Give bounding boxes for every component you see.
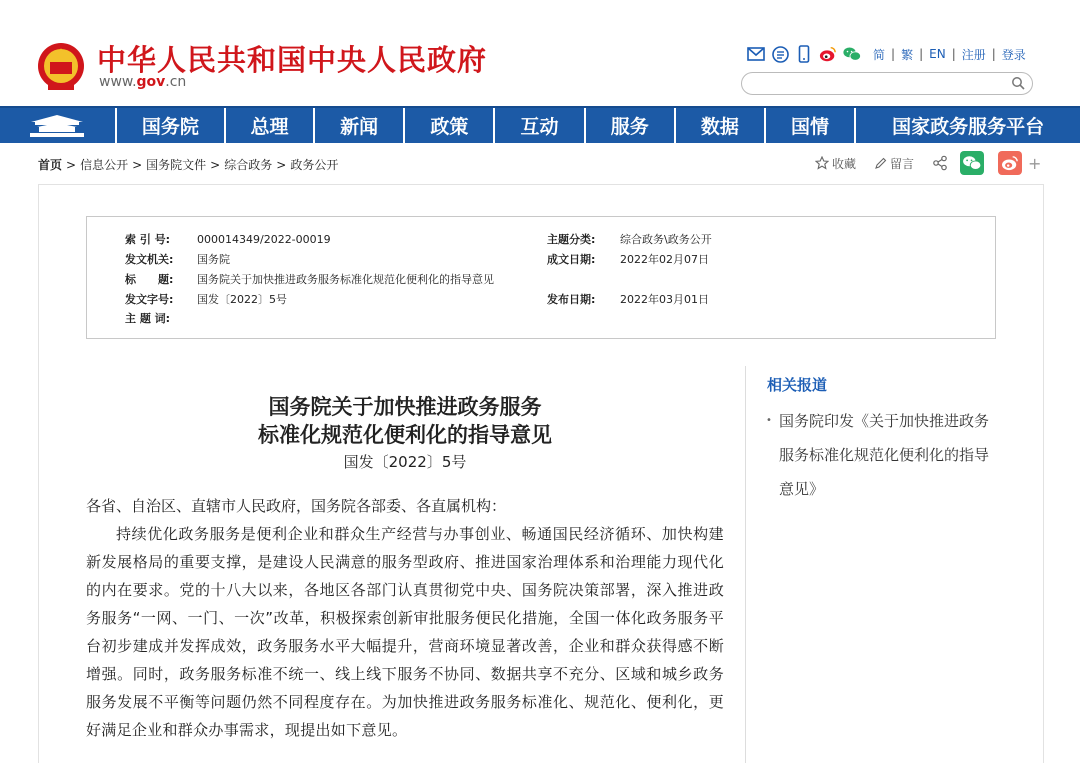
article-title	[86, 393, 724, 449]
breadcrumb-sep: >	[210, 158, 221, 172]
comment-button[interactable]	[874, 155, 914, 172]
site-title[interactable]: 中华人民共和国中央人民政府	[97, 43, 488, 77]
meta-created-row	[547, 251, 709, 267]
login-link[interactable]: 登录	[1001, 47, 1026, 62]
search-input[interactable]	[754, 74, 1004, 95]
breadcrumb-affairs-public[interactable]: 政务公开	[290, 158, 339, 172]
url-suffix: .cn	[165, 74, 187, 90]
related-item[interactable]	[766, 404, 991, 506]
document-metadata	[86, 216, 996, 339]
site-header	[0, 0, 1080, 106]
meta-index-value: 000014349/2022-00019	[197, 233, 331, 246]
meta-topic-label: 主题分类:	[547, 233, 596, 246]
lang-simplified[interactable]: 简	[873, 47, 886, 62]
meta-created-label: 成文日期:	[547, 253, 596, 266]
lang-english[interactable]: EN	[929, 47, 946, 61]
search-box	[741, 72, 1033, 95]
related-item-label: 国务院印发《关于加快推进政务服务标准化规范化便利化的指导意见》	[779, 412, 990, 498]
article-salutation: 各省、自治区、直辖市人民政府，国务院各部委、各直属机构：	[86, 497, 507, 515]
pen-icon	[874, 157, 887, 170]
article-title-line1: 国务院关于加快推进政务服务	[268, 395, 542, 419]
meta-topic-value: 综合政务\政务公开	[620, 233, 712, 246]
share-toolbar	[815, 151, 1041, 175]
meta-issuer-value: 国务院	[197, 253, 230, 266]
meta-created-value: 2022年02月07日	[620, 253, 709, 266]
main-nav	[0, 106, 1080, 143]
nav-premier[interactable]: 总理	[226, 108, 315, 143]
search-icon[interactable]	[1011, 76, 1026, 91]
related-reports	[745, 366, 1005, 763]
star-icon	[815, 156, 829, 170]
share-wechat-icon[interactable]	[960, 151, 984, 175]
breadcrumb-general-affairs[interactable]: 综合政务	[224, 158, 273, 172]
meta-published-row	[547, 291, 709, 307]
share-icon[interactable]	[932, 155, 948, 171]
meta-docno-label: 发文字号:	[125, 293, 174, 306]
meta-published-value: 2022年03月01日	[620, 293, 709, 306]
related-heading: 相关报道	[767, 376, 828, 394]
meta-issuer-row	[125, 251, 230, 267]
article-doc-number: 国发〔2022〕5号	[343, 453, 467, 471]
favorite-label: 收藏	[832, 156, 857, 171]
language-links: 简 | 繁 | EN | 注册 | 登录	[873, 47, 1026, 62]
breadcrumb-sep: >	[66, 158, 77, 172]
article-paragraph: 持续优化政务服务是便利企业和群众生产经营与办事创业、畅通国民经济循环、加快构建新发展格局的重要支撑，是建设人民满意的服务型政府、推进国家治理体系和治理能力现代化的内在要求。党的十八大以来，各地区各部门认真贯彻党中央、国务院决策部署，深入推进政务服务“一网、一门、一次”改革，积极探索创新审批服务便民化措施，全国一体化政务服务平台初步建成并发挥成效，政务服务水平大幅提升，营商环境显著改善，企业和群众获得感不断增强。同时，政务服务标准不统一、线上线下服务不协同、数据共享不充分、区域和城乡政务服务发展不平衡等问题仍然不同程度存在。为加快推进政务服务标准化、规范化、便利化，更好满足企业和群众办事需求，现提出如下意见。	[86, 525, 724, 739]
meta-docno-row	[125, 291, 287, 307]
nav-interaction[interactable]: 互动	[495, 108, 585, 143]
nav-service[interactable]: 服务	[586, 108, 676, 143]
nav-national-info[interactable]: 国情	[766, 108, 856, 143]
wechat-icon[interactable]	[843, 45, 861, 63]
url-prefix: www.	[99, 74, 137, 90]
meta-issuer-label: 发文机关:	[125, 253, 174, 266]
bullet-icon: •	[766, 415, 772, 426]
meta-index-label: 索 引 号:	[125, 233, 171, 246]
lang-traditional[interactable]: 繁	[901, 47, 914, 62]
breadcrumb-sep: >	[276, 158, 287, 172]
nav-home[interactable]	[0, 108, 117, 143]
comment-label: 留言	[890, 156, 915, 171]
more-share-icon[interactable]: +	[1028, 153, 1042, 173]
header-tools	[747, 44, 1026, 64]
meta-title-value: 国务院关于加快推进政务服务标准化规范化便利化的指导意见	[197, 273, 494, 286]
nav-data[interactable]: 数据	[676, 108, 766, 143]
breadcrumb-state-docs[interactable]: 国务院文件	[146, 158, 207, 172]
meta-title-row	[125, 271, 494, 287]
nav-gov-service-platform[interactable]: 国家政务服务平台	[892, 116, 1045, 138]
meta-keywords-label: 主 题 词:	[125, 312, 171, 325]
site-url	[99, 74, 186, 90]
nav-state-council[interactable]: 国务院	[117, 108, 226, 143]
rss-icon[interactable]	[771, 45, 789, 63]
meta-keywords-row	[125, 310, 197, 326]
national-emblem-icon[interactable]	[36, 40, 86, 94]
share-weibo-icon[interactable]	[998, 151, 1022, 175]
mail-icon[interactable]	[747, 45, 765, 63]
breadcrumb-home[interactable]: 首页	[38, 158, 63, 172]
mobile-icon[interactable]	[795, 45, 813, 63]
weibo-icon[interactable]	[819, 45, 837, 63]
nav-news[interactable]: 新闻	[315, 108, 405, 143]
meta-title-label: 标 题:	[125, 273, 174, 286]
meta-published-label: 发布日期:	[547, 293, 596, 306]
url-gov: gov	[136, 74, 166, 90]
breadcrumb-sep: >	[132, 158, 143, 172]
register-link[interactable]: 注册	[961, 47, 986, 62]
article	[86, 393, 724, 744]
breadcrumb	[38, 156, 338, 173]
meta-topic-row	[547, 231, 712, 247]
tiananmen-icon	[27, 114, 87, 138]
meta-docno-value: 国发〔2022〕5号	[197, 293, 287, 306]
nav-policy[interactable]: 政策	[405, 108, 495, 143]
breadcrumb-info-public[interactable]: 信息公开	[80, 158, 129, 172]
favorite-button[interactable]	[815, 155, 856, 172]
article-title-line2: 标准化规范化便利化的指导意见	[258, 423, 552, 447]
meta-index-row	[125, 231, 331, 247]
